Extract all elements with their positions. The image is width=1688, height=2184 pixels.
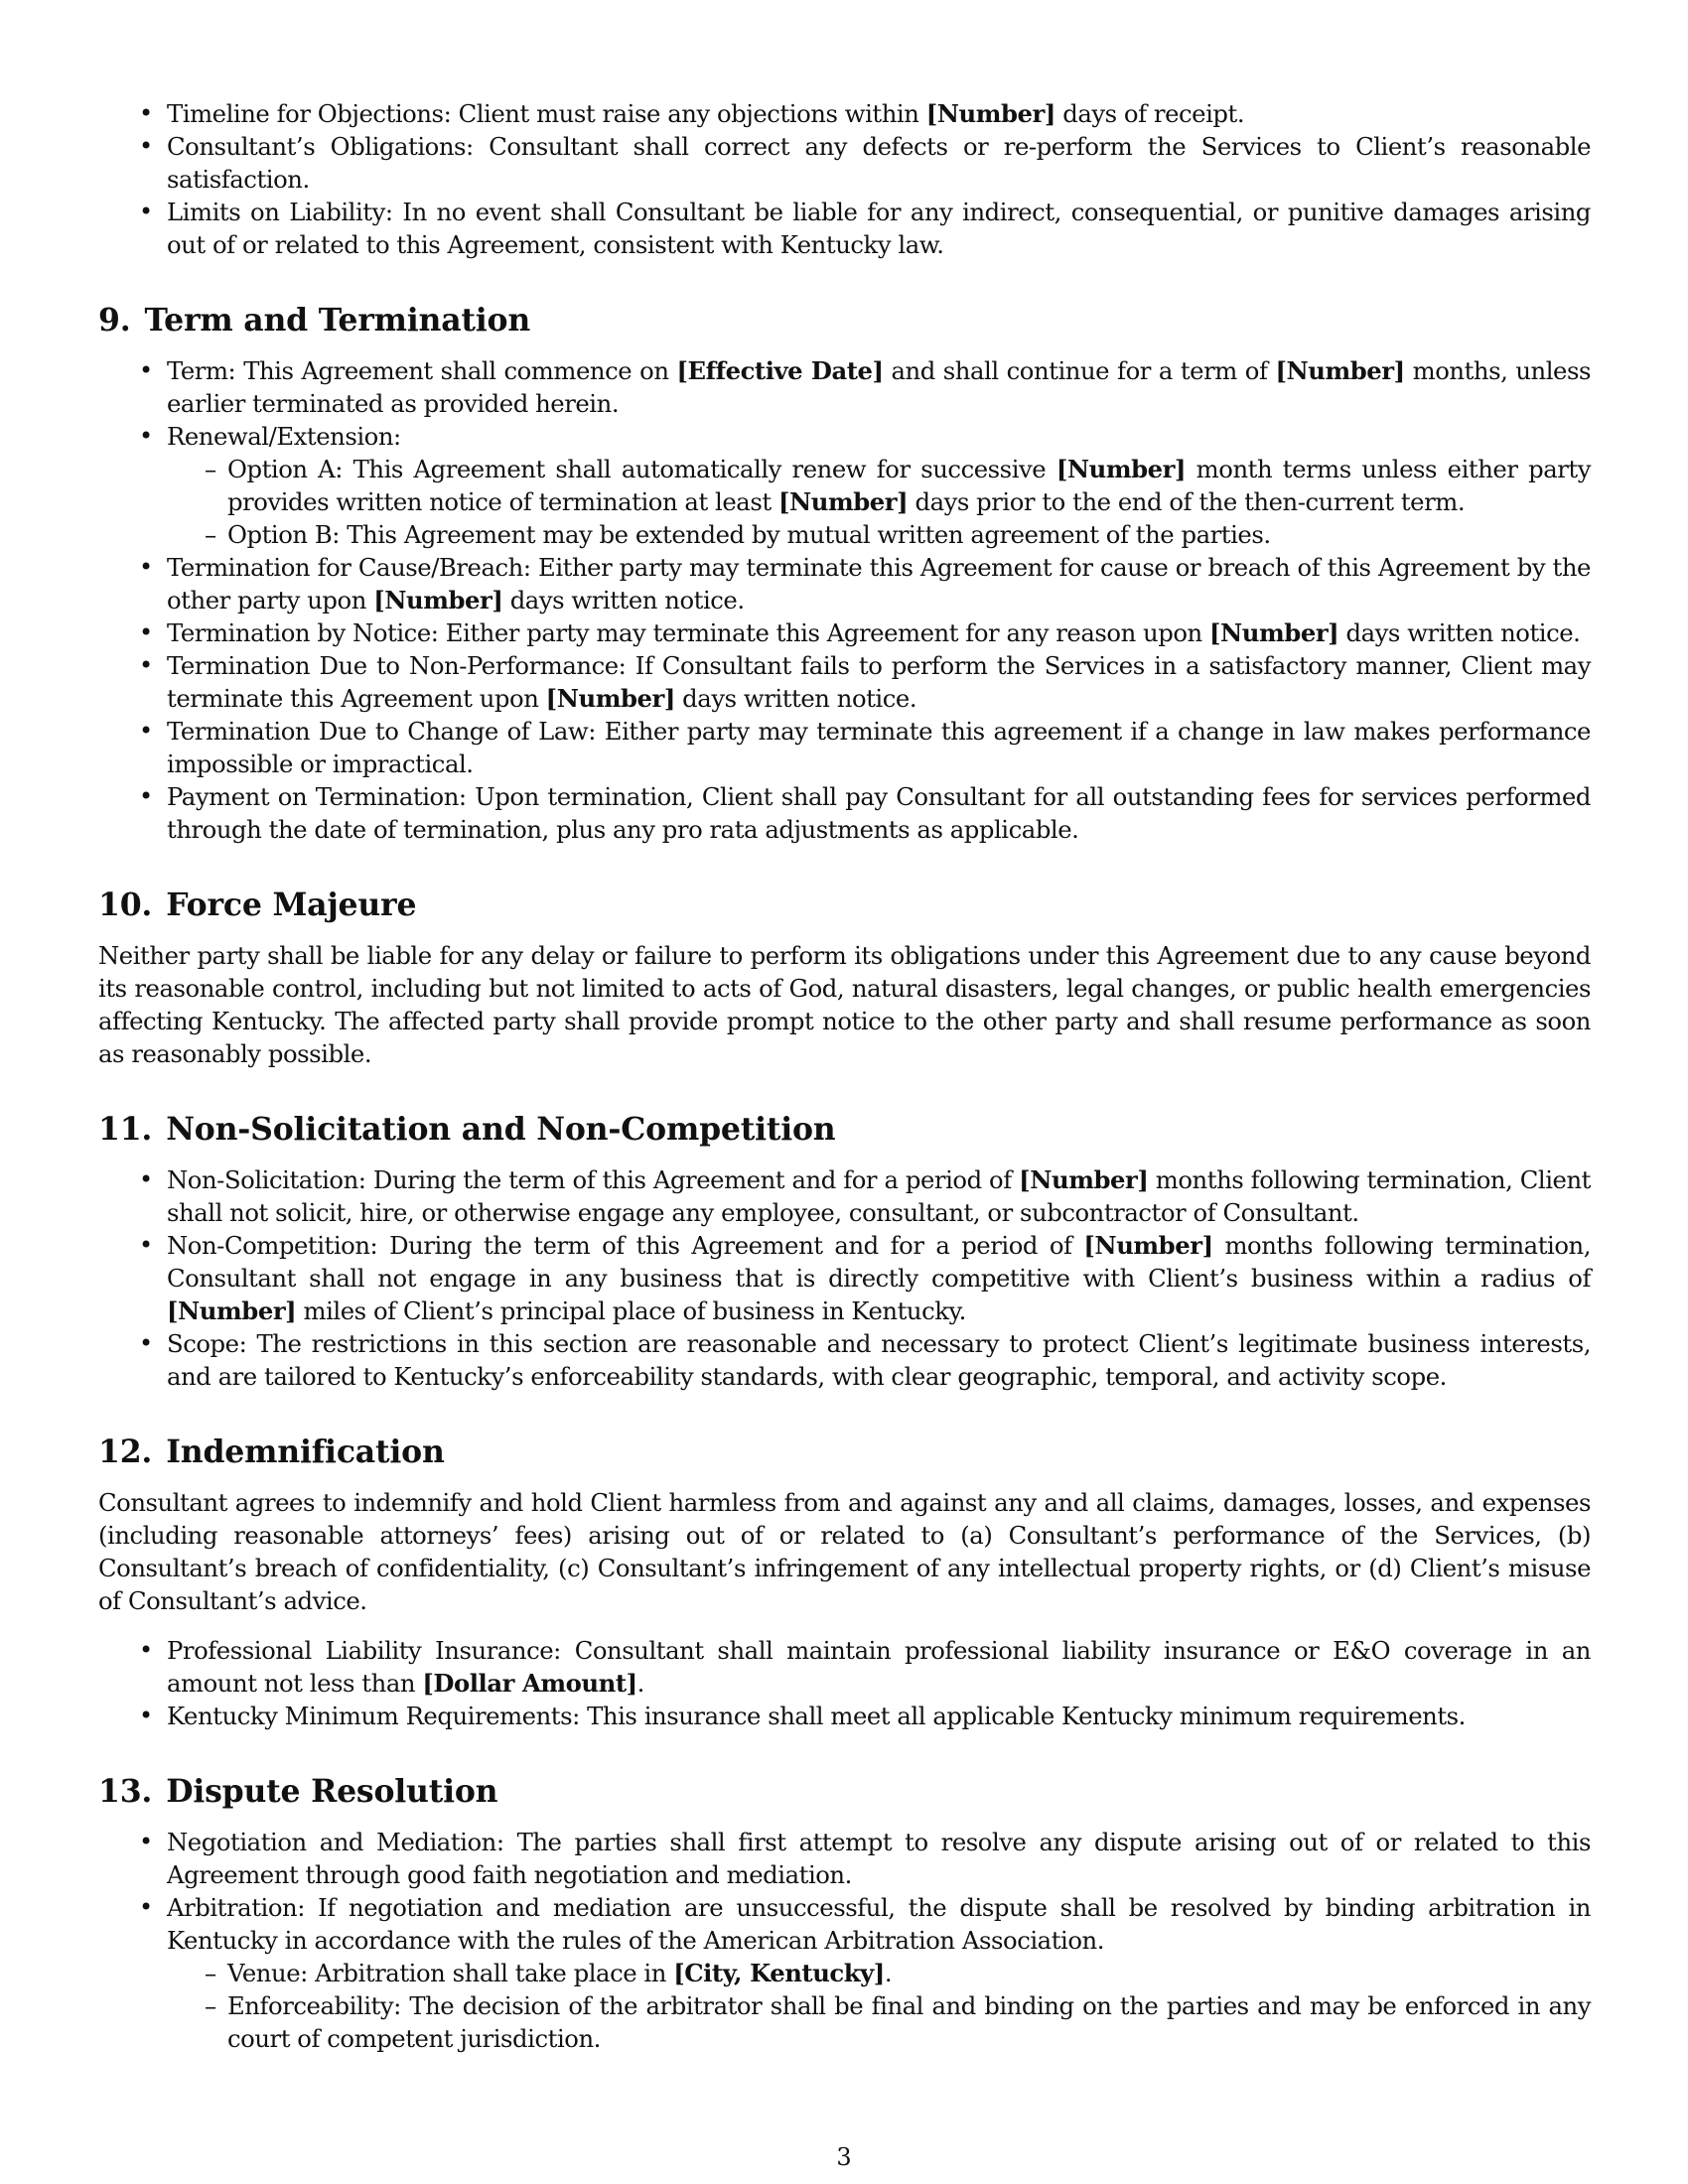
list-item bbox=[167, 1327, 1591, 1393]
section-heading bbox=[98, 1772, 1591, 1812]
placeholder-field: [Effective Date] bbox=[676, 356, 884, 385]
section-paragraph: Consultant agrees to indemnify and hold Client harmless from and against any and all claims, damages, losses, and expenses (including reasonable attorneys’ fees) arising out of or related to (a) Consultant’s performance of the Services, (b) Consultant’s breach of confidentiality, (c) Consultant’s infringement of any intellectual property rights, or (d) Client’s misuse of Consultant’s advice. bbox=[98, 1488, 1591, 1615]
section-heading bbox=[98, 1110, 1591, 1150]
section-heading bbox=[98, 301, 1591, 341]
placeholder-field: [City, Kentucky] bbox=[673, 1959, 885, 1987]
list-item bbox=[167, 1891, 1591, 2055]
section-list bbox=[98, 1826, 1591, 2055]
list-item bbox=[167, 1826, 1591, 1891]
list-item bbox=[167, 551, 1591, 616]
section-number: 11. bbox=[98, 1111, 153, 1148]
document-content bbox=[98, 97, 1591, 2055]
section-paragraph: Neither party shall be liable for any delay or failure to perform its obligations under this Agreement due to any cause beyond its reasonable control, including but not limited to acts of God, natural disasters, legal changes, or public health emergencies affecting Kentucky. The affected party shall provide prompt notice to the other party and shall resume performance as soon as reasonably possible. bbox=[98, 941, 1591, 1068]
placeholder-field: [Dollar Amount] bbox=[422, 1669, 637, 1698]
placeholder-field: [Number] bbox=[1083, 1231, 1213, 1260]
section-number: 12. bbox=[98, 1433, 153, 1470]
list-item bbox=[167, 97, 1591, 130]
text-run: miles of Client’s principal place of business in Kentucky. bbox=[296, 1297, 966, 1325]
list-item bbox=[167, 130, 1591, 196]
text-run: Negotiation and Mediation: The parties shall first attempt to resolve any dispute arising out of or related to this Agreement through good faith negotiation and mediation. bbox=[167, 1828, 1591, 1889]
list-item bbox=[167, 1634, 1591, 1700]
text-run: Term: This Agreement shall commence on bbox=[167, 356, 677, 385]
text-run: Option B: This Agreement may be extended by mutual written agreement of the parties. bbox=[227, 520, 1271, 549]
text-run: months, unless earlier terminated as provided herein. bbox=[167, 356, 1591, 418]
list-item bbox=[167, 1229, 1591, 1327]
text-run: Arbitration: If negotiation and mediation are unsuccessful, the dispute shall be resolved by binding arbitration in Kentucky in accordance with the rules of the American Arbitration Association. bbox=[167, 1893, 1591, 1955]
placeholder-field: [Number] bbox=[373, 586, 503, 614]
section-heading bbox=[98, 886, 1591, 925]
text-run: Non-Competition: During the term of this Agreement and for a period of bbox=[167, 1231, 1084, 1260]
placeholder-field: [Number] bbox=[1275, 356, 1405, 385]
list-item bbox=[167, 715, 1591, 780]
section bbox=[98, 301, 1591, 846]
text-run: and shall continue for a term of bbox=[883, 356, 1276, 385]
text-run: Non-Solicitation: During the term of this Agreement and for a period of bbox=[167, 1165, 1020, 1194]
text-run: days written notice. bbox=[1338, 618, 1581, 647]
sub-list-item bbox=[227, 1989, 1591, 2055]
placeholder-field: [Number] bbox=[777, 487, 909, 516]
section bbox=[98, 1772, 1591, 2055]
placeholder-field: [Number] bbox=[925, 99, 1055, 128]
text-run: Consultant’s Obligations: Consultant shall correct any defects or re-perform the Services to Client’s reasonable satisfaction. bbox=[167, 132, 1591, 194]
sub-list-item bbox=[227, 453, 1591, 518]
text-run: Termination Due to Non-Performance: If Consultant fails to perform the Services in a satisfactory manner, Client may terminate this Agreement upon bbox=[167, 651, 1591, 713]
text-run: Termination Due to Change of Law: Either party may terminate this agreement if a change in law makes performance impossible or impractical. bbox=[167, 717, 1591, 778]
section bbox=[98, 1433, 1591, 1732]
section-list bbox=[98, 1163, 1591, 1393]
text-run: days written notice. bbox=[502, 586, 745, 614]
text-run: Payment on Termination: Upon termination, Client shall pay Consultant for all outstanding fees for services performed through the date of termination, plus any pro rata adjustments as applicable. bbox=[167, 782, 1591, 844]
page-number: 3 bbox=[836, 2143, 852, 2171]
sub-list bbox=[167, 1957, 1591, 2055]
text-run: days of receipt. bbox=[1055, 99, 1245, 128]
sub-list-item bbox=[227, 518, 1591, 551]
section-title: Term and Termination bbox=[144, 302, 531, 339]
section-title: Dispute Resolution bbox=[166, 1773, 498, 1810]
section-title: Indemnification bbox=[166, 1433, 445, 1470]
text-run: Renewal/Extension: bbox=[167, 422, 401, 451]
list-item bbox=[167, 196, 1591, 261]
section bbox=[98, 886, 1591, 1070]
sub-list-item bbox=[227, 1957, 1591, 1989]
list-item bbox=[167, 354, 1591, 420]
text-run: days prior to the end of the then-current term. bbox=[908, 487, 1466, 516]
section bbox=[98, 1110, 1591, 1393]
list-item bbox=[167, 780, 1591, 846]
text-run: Kentucky Minimum Requirements: This insurance shall meet all applicable Kentucky minimum requirements. bbox=[167, 1702, 1466, 1730]
section-title: Force Majeure bbox=[166, 887, 417, 923]
text-run: months following termination, Consultant shall not engage in any business that is directly competitive with Client’s business within a radius of bbox=[167, 1231, 1591, 1293]
section-list bbox=[98, 1634, 1591, 1732]
placeholder-field: [Number] bbox=[1019, 1165, 1149, 1194]
text-run: . bbox=[884, 1959, 893, 1987]
text-run: Professional Liability Insurance: Consultant shall maintain professional liability insurance or E&O coverage in an amount not less than bbox=[167, 1636, 1591, 1698]
placeholder-field: [Number] bbox=[167, 1297, 297, 1325]
list-item bbox=[167, 1163, 1591, 1229]
placeholder-field: [Number] bbox=[545, 684, 675, 713]
section-number: 10. bbox=[98, 887, 153, 923]
list-item bbox=[167, 616, 1591, 649]
text-run: Venue: Arbitration shall take place in bbox=[227, 1959, 674, 1987]
text-run: Timeline for Objections: Client must raise any objections within bbox=[167, 99, 926, 128]
text-run: Termination by Notice: Either party may terminate this Agreement for any reason upon bbox=[167, 618, 1209, 647]
text-run: . bbox=[636, 1669, 644, 1698]
list-item bbox=[167, 1700, 1591, 1732]
text-run: month terms unless either party provides written notice of termination at least bbox=[227, 455, 1592, 516]
intro-list bbox=[98, 97, 1591, 261]
section-list bbox=[98, 354, 1591, 846]
text-run: Scope: The restrictions in this section are reasonable and necessary to protect Client’s legitimate business interests, and are tailored to Kentucky’s enforceability standards, with clear geographic, temporal, and activity scope. bbox=[167, 1329, 1591, 1391]
section-number: 13. bbox=[98, 1773, 153, 1810]
list-item bbox=[167, 649, 1591, 715]
list-item bbox=[167, 420, 1591, 551]
text-run: days written notice. bbox=[674, 684, 917, 713]
section-heading bbox=[98, 1433, 1591, 1472]
sections-container bbox=[98, 301, 1591, 2055]
text-run: Limits on Liability: In no event shall Consultant be liable for any indirect, consequential, or punitive damages arising out of or related to this Agreement, consistent with Kentucky law. bbox=[167, 198, 1591, 259]
text-run: Enforceability: The decision of the arbitrator shall be final and binding on the parties and may be enforced in any court of competent jurisdiction. bbox=[227, 1991, 1591, 2053]
sub-list bbox=[167, 453, 1591, 551]
text-run: Option A: This Agreement shall automatically renew for successive bbox=[227, 455, 1056, 483]
text-run: Termination for Cause/Breach: Either party may terminate this Agreement for cause or breach of this Agreement by the other party upon bbox=[167, 553, 1591, 614]
section-title: Non-Solicitation and Non-Competition bbox=[166, 1111, 836, 1148]
placeholder-field: [Number] bbox=[1055, 455, 1187, 483]
placeholder-field: [Number] bbox=[1209, 618, 1339, 647]
text-run: months following termination, Client shall not solicit, hire, or otherwise engage any employee, consultant, or subcontractor of Consultant. bbox=[167, 1165, 1591, 1227]
section-number: 9. bbox=[98, 302, 131, 339]
